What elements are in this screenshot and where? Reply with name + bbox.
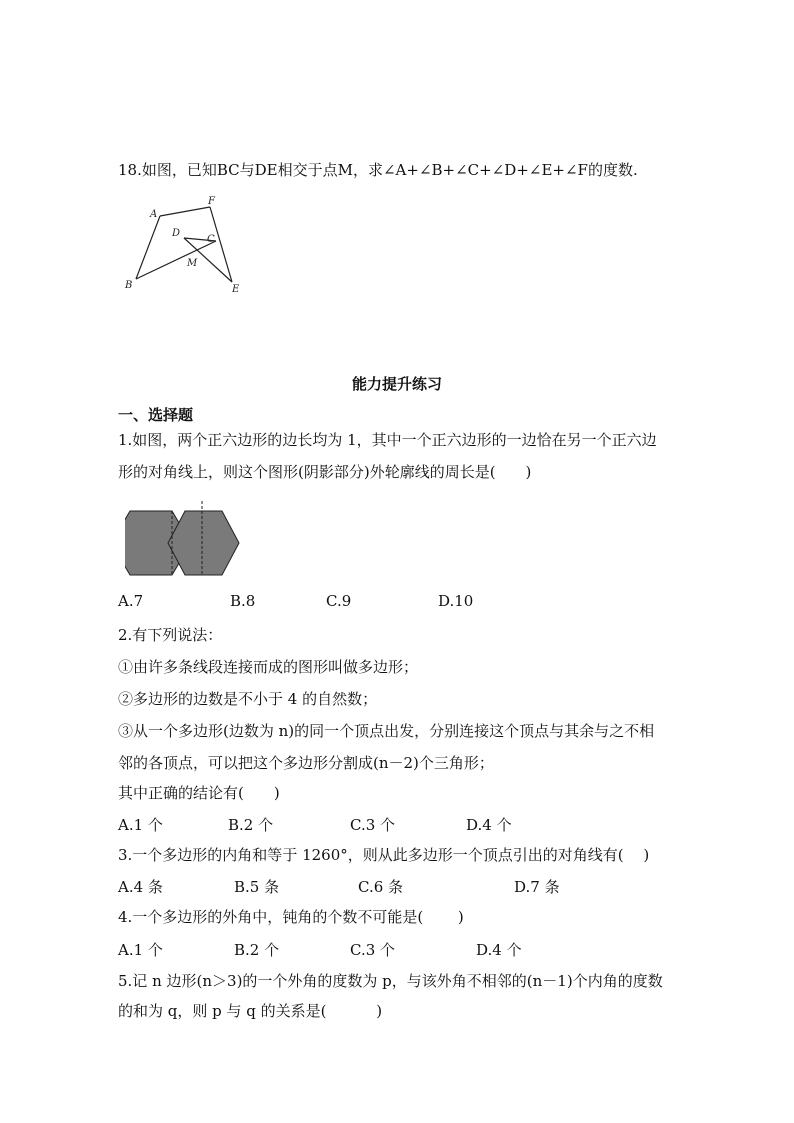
q18-text: 18.如图，已知BC与DE相交于点M，求∠A+∠B+∠C+∠D+∠E+∠F的度数. bbox=[118, 161, 638, 179]
label-C: C bbox=[207, 234, 215, 245]
label-F: F bbox=[208, 196, 215, 207]
q2-line2: ①由许多条线段连接而成的图形叫做多边形； bbox=[118, 658, 419, 676]
hexagon-right bbox=[168, 511, 239, 575]
q5-line2: 的和为 q，则 p 与 q 的关系是( ) bbox=[118, 1002, 383, 1020]
q2-option-c[interactable]: C.3 个 bbox=[350, 816, 396, 834]
q4-option-d[interactable]: D.4 个 bbox=[476, 941, 522, 959]
q3-line1: 3.一个多边形的内角和等于 1260°，则从此多边形一个顶点引出的对角线有( ) bbox=[118, 846, 650, 864]
q4-option-b[interactable]: B.2 个 bbox=[234, 941, 280, 959]
q2-option-a[interactable]: A.1 个 bbox=[118, 816, 163, 834]
segment-AF bbox=[160, 207, 210, 216]
q3-option-c[interactable]: C.6 条 bbox=[358, 878, 404, 896]
q4-line1: 4.一个多边形的外角中，钝角的个数不可能是( ) bbox=[118, 908, 464, 926]
q1-line1: 1.如图，两个正六边形的边长均为 1，其中一个正六边形的一边恰在另一个正六边 bbox=[118, 431, 657, 449]
q2-option-b[interactable]: B.2 个 bbox=[228, 816, 274, 834]
q1-options bbox=[118, 591, 718, 611]
part-heading: 一、选择题 bbox=[118, 406, 194, 424]
q2-options bbox=[118, 815, 718, 835]
q4-option-a[interactable]: A.1 个 bbox=[118, 941, 163, 959]
q2-line6: 其中正确的结论有( ) bbox=[118, 784, 280, 802]
label-E: E bbox=[232, 284, 240, 295]
q2-option-d[interactable]: D.4 个 bbox=[466, 816, 512, 834]
q4-options bbox=[118, 940, 718, 960]
q3-option-b[interactable]: B.5 条 bbox=[234, 878, 280, 896]
q2-line5: 邻的各顶点，可以把这个多边形分割成(n－2)个三角形； bbox=[118, 754, 494, 772]
q1-hexagon-figure bbox=[125, 500, 245, 590]
q1-option-b[interactable]: B.8 bbox=[230, 592, 256, 610]
q1-line2: 形的对角线上，则这个图形(阴影部分)外轮廓线的周长是( ) bbox=[118, 463, 532, 481]
q2-line1: 2.有下列说法： bbox=[118, 626, 223, 644]
label-B: B bbox=[125, 280, 133, 291]
q1-option-d[interactable]: D.10 bbox=[438, 592, 474, 610]
section-title: 能力提升练习 bbox=[351, 375, 442, 393]
q2-line4: ③从一个多边形(边数为 n)的同一个顶点出发，分别连接这个顶点与其余与之不相 bbox=[118, 722, 655, 740]
label-M: M bbox=[187, 258, 198, 269]
q2-line3: ②多边形的边数是不小于 4 的自然数； bbox=[118, 690, 378, 708]
q18-figure bbox=[118, 190, 258, 300]
label-A: A bbox=[150, 209, 158, 220]
q5-line1: 5.记 n 边形(n＞3)的一个外角的度数为 p，与该外角不相邻的(n－1)个内角的度数 bbox=[118, 972, 663, 990]
q4-option-c[interactable]: C.3 个 bbox=[350, 941, 396, 959]
q1-option-c[interactable]: C.9 bbox=[326, 592, 352, 610]
q3-option-d[interactable]: D.7 条 bbox=[514, 878, 560, 896]
label-D: D bbox=[172, 228, 181, 239]
q1-option-a[interactable]: A.7 bbox=[118, 592, 144, 610]
q3-options bbox=[118, 877, 718, 897]
q3-option-a[interactable]: A.4 条 bbox=[118, 878, 163, 896]
